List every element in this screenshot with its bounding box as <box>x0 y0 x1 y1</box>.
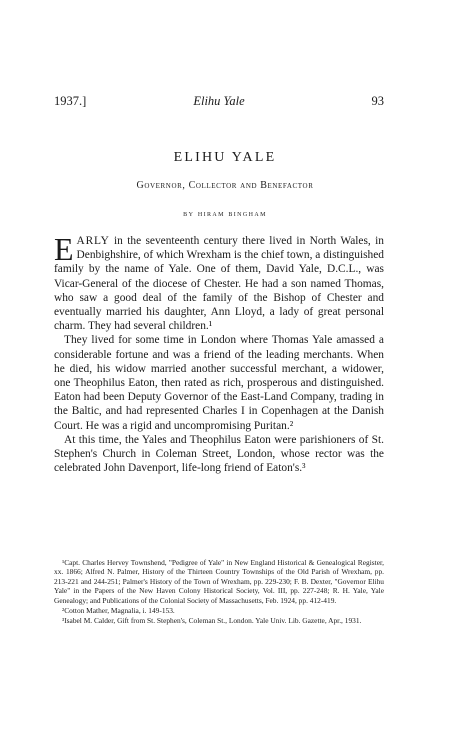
drop-cap: E <box>54 231 74 267</box>
article-title: ELIHU YALE <box>173 150 277 165</box>
article-body <box>54 231 384 475</box>
footnote: ²Cotton Mather, Magnalia, i. 149-153. <box>62 606 175 616</box>
paragraph-text: in the seventeenth century there lived in North Wales, in Denbighshire, of which Wrexham is the chief town, a distinguished family by the name of Yale. One of them, David Yale, D.C.L., was Vicar-General of the diocese of Chester. He had a son named Thomas, who saw a good deal of the family of the Bishop of Chester and eventually married his daughter, Ann Lloyd, a lady of great personal charm. They had several children.¹ <box>54 235 384 333</box>
footnote: ³Isabel M. Calder, Gift from St. Stephen's, Coleman St., London. Yale Univ. Lib. Gazette, Apr., 1931. <box>62 616 362 626</box>
running-head <box>54 94 384 110</box>
journal-year: 1937.] <box>54 94 87 108</box>
author-byline: by hiram bingham <box>183 208 267 218</box>
footnote: ¹Capt. Charles Hervey Townshend, "Pedigree of Yale" in New England Historical & Genealogical Register, xx. 1866; Alfred N. Palmer, History of the Thirteen Country Townships of the Old Parish of Wrexham, pp. 213-221 and 244-251; Palmer's History of the Town of Wrexham, pp. 229-230; F. B. Dexter, "Governor Elihu Yale" in the Papers of the New Haven Colony Historical Society, Vol. III, pp. 227-248; R. H. Yale, Yale Genealogy; and Publications of the Colonial Society of Massachusetts, Feb. 1924, pp. 412-419. <box>54 558 384 605</box>
article-subtitle: Governor, Collector and Benefactor <box>136 180 314 191</box>
paragraph <box>54 231 384 333</box>
paragraph: At this time, the Yales and Theophilus Eaton were parishioners of St. Stephen's Church in Coleman Street, London, whose rector was the celebrated John Davenport, life-long friend of Eaton's.³ <box>54 433 384 475</box>
footnotes <box>54 558 384 627</box>
lead-in: ARLY <box>76 235 110 247</box>
page-number: 93 <box>371 94 384 108</box>
paragraph: They lived for some time in London where Thomas Yale amassed a considerable fortune and was a friend of the leading merchants. When he died, his widow married another successful merchant, a widower, one Theophilus Eaton, then rated as rich, prosperous and distinguished. Eaton had been Deputy Governor of the East-Land Company, trading in the Baltic, and had represented Charles I in Copenhagen at the Danish Court. He was a rigid and uncompromising Puritan.² <box>54 334 384 432</box>
running-title: Elihu Yale <box>193 94 245 108</box>
